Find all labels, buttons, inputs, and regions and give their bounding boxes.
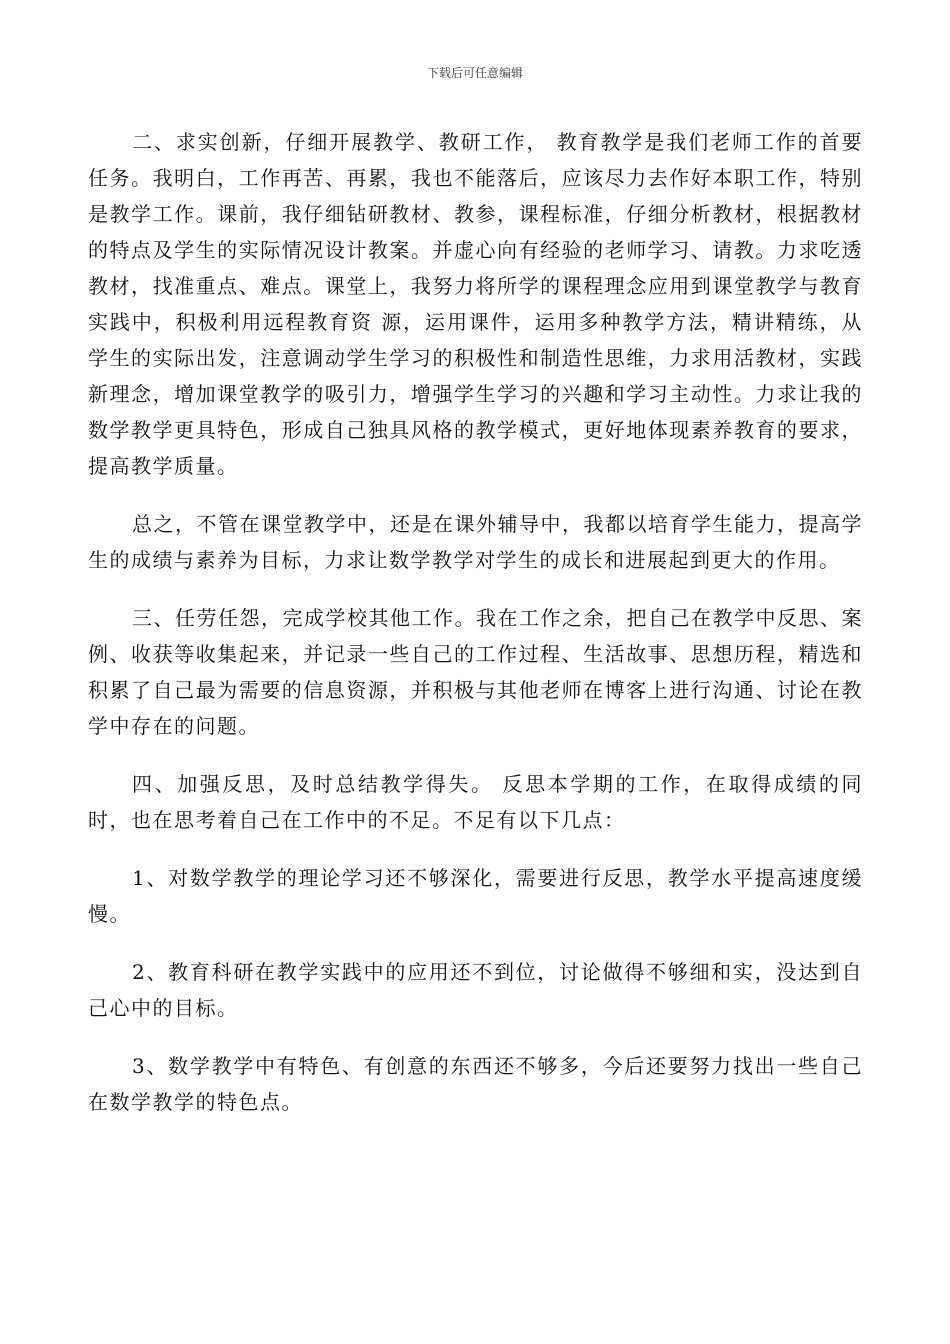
paragraph-other-work: 三、任劳任怨，完成学校其他工作。我在工作之余，把自己在教学中反思、案例、收获等收集起来，并记录一些自己的工作过程、生活故事、思想历程，精选和积累了自己最为需要的信息资源，并积极与其他老师在博客上进行沟通、讨论在教学中存在的问题。 <box>88 606 863 738</box>
document-body <box>88 124 863 1142</box>
paragraph-shortcoming-2: 2、教育科研在教学实践中的应用还不到位，讨论做得不够细和实，没达到自己心中的目标。 <box>88 960 863 1020</box>
paragraph-shortcoming-1: 1、对数学教学的理论学习还不够深化，需要进行反思，教学水平提高速度缓慢。 <box>88 866 863 926</box>
paragraph-reflection: 四、加强反思，及时总结教学得失。 反思本学期的工作，在取得成绩的同时，也在思考着自己在工作中的不足。不足有以下几点： <box>88 772 863 832</box>
paragraph-shortcoming-3: 3、数学教学中有特色、有创意的东西还不够多，今后还要努力找出一些自己在数学教学的特色点。 <box>88 1054 863 1114</box>
page-header: 下载后可任意编辑 <box>426 66 523 80</box>
paragraph-teaching-work: 二、求实创新，仔细开展教学、教研工作， 教育教学是我们老师工作的首要任务。我明白，工作再苦、再累，我也不能落后，应该尽力去作好本职工作，特别是教学工作。课前，我仔细钻研教材、教参，课程标准，仔细分析教材，根据教材的特点及学生的实际情况设计教案。并虚心向有经验的老师学习、请教。力求吃透教材，找准重点、难点。课堂上，我努力将所学的课程理念应用到课堂教学与教育实践中，积极利用远程教育资 源，运用课件，运用多种教学方法，精讲精练，从学生的实际出发，注意调动学生学习的积极性和制造性思维，力求用活教材，实践新理念，增加课堂教学的吸引力，增强学生学习的兴趣和学习主动性。力求让我的数学教学更具特色，形成自己独具风格的教学模式，更好地体现素养教育的要求，提高教学质量。 <box>88 130 863 478</box>
paragraph-summary: 总之，不管在课堂教学中，还是在课外辅导中，我都以培育学生能力，提高学生的成绩与素养为目标，力求让数学教学对学生的成长和进展起到更大的作用。 <box>88 512 863 572</box>
